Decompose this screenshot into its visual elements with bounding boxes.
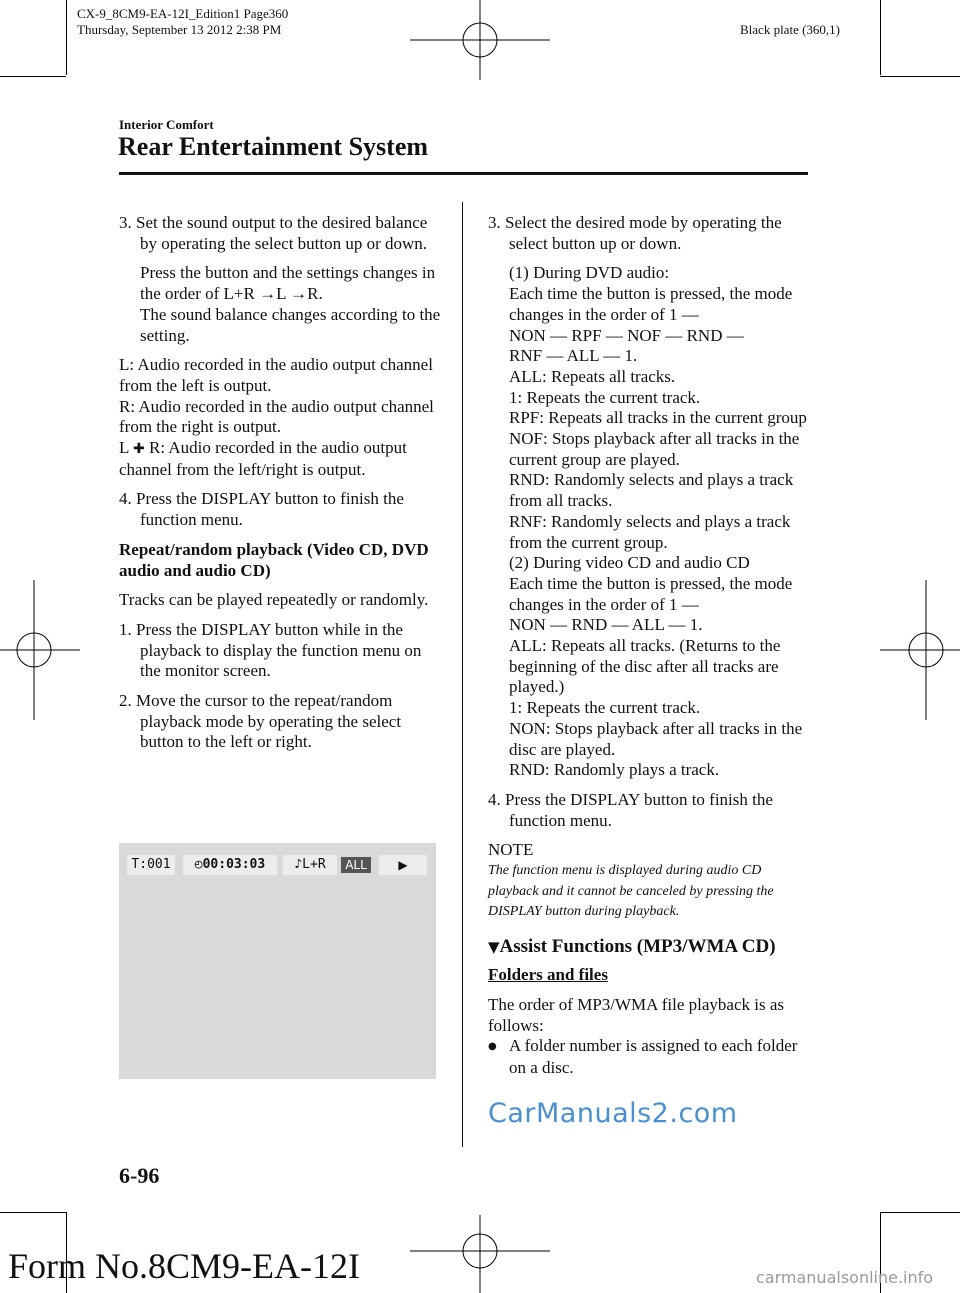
cd-line: RND: Randomly plays a track. — [509, 760, 720, 780]
step-3-left: 3. Set the sound output to the desired balance by operating the select button up or down. — [119, 213, 428, 253]
file-info — [77, 6, 288, 38]
lr-prefix: L — [119, 438, 129, 458]
dvd-line: (1) During DVD audio: — [509, 263, 670, 283]
registration-mark-bottom — [410, 1215, 550, 1293]
def-lr — [119, 438, 441, 480]
page-number: 6-96 — [119, 1163, 160, 1188]
watermark-logo: CarManuals2.com — [488, 1098, 738, 1129]
crop-mark — [880, 1212, 960, 1213]
registration-mark-left — [0, 580, 80, 720]
section-label: Interior Comfort — [119, 117, 214, 132]
step-2-left: 2. Move the cursor to the repeat/random playback mode by operating the select button to the left or right. — [119, 691, 402, 752]
play-icon: ▶ — [379, 855, 427, 875]
folders-heading: Folders and files — [488, 965, 608, 985]
triangle-icon: ▼ — [488, 937, 500, 956]
assist-title: Assist Functions (MP3/WMA CD) — [499, 935, 776, 957]
order-text: The order of MP3/WMA file playback is as follows: — [488, 995, 785, 1035]
file-line: CX-9_8CM9-EA-12I_Edition1 Page360 — [77, 6, 289, 21]
site-watermark: carmanualsonline.info — [756, 1268, 934, 1287]
crop-mark — [0, 1212, 66, 1213]
column-divider — [462, 202, 463, 1147]
dvd-audio-block — [488, 263, 810, 553]
crop-mark — [880, 0, 881, 75]
def-l: L: Audio recorded in the audio output channel from the left is output. — [119, 355, 433, 395]
dvd-line: Each time the button is pressed, the mode changes in the order of 1 ― — [509, 284, 793, 324]
intro-text: Tracks can be played repeatedly or randomly. — [119, 590, 429, 610]
step-1-left: 1. Press the DISPLAY button while in the playback to display the function menu on the monitor screen. — [119, 619, 422, 681]
audio-value: L+R — [302, 857, 326, 872]
registration-mark-right — [880, 580, 960, 720]
crop-mark — [880, 76, 960, 77]
registration-mark-top — [410, 0, 550, 80]
bullet-icon: ● — [488, 1041, 497, 1053]
step-3-detail-a: Press the button and the settings changes in the order of L+R →L →R. — [140, 263, 436, 304]
cd-line: Each time the button is pressed, the mode changes in the order of 1 ― — [509, 573, 793, 614]
def-r: R: Audio recorded in the audio output channel from the right is output. — [119, 396, 434, 437]
dvd-line: RPF: Repeats all tracks in the current group — [509, 408, 807, 428]
repeat-mode-indicator: ALL — [341, 857, 371, 873]
note-label: NOTE — [488, 840, 534, 860]
monitor-screen — [119, 843, 436, 1079]
crop-mark — [0, 76, 66, 77]
cd-line: NON: Stops playback after all tracks in the disc are played. — [509, 718, 803, 759]
time-indicator — [183, 855, 277, 875]
step-3-right: 3. Select the desired mode by operating the select button up or down. — [488, 213, 782, 253]
music-note-icon: ♪ — [294, 857, 303, 872]
date-line: Thursday, September 13 2012 2:38 PM — [77, 22, 282, 37]
left-column — [119, 213, 441, 762]
dvd-line: RND: Randomly selects and plays a track from all tracks. — [509, 470, 794, 511]
plus-icon: ✚ — [133, 441, 145, 458]
dvd-line: ALL: Repeats all tracks. — [509, 366, 676, 386]
dvd-line: RNF ― ALL ― 1. — [509, 346, 638, 366]
cd-line: 1: Repeats the current track. — [509, 698, 701, 718]
title-rule — [119, 172, 808, 175]
right-column — [488, 213, 810, 1079]
note-text: The function menu is displayed during audio CD playback and it cannot be canceled by pressing the DISPLAY button during playback. — [488, 863, 774, 920]
step-3-detail-b: The sound balance changes according to the setting. — [140, 304, 441, 345]
step-4-right: 4. Press the DISPLAY button to finish the function menu. — [488, 789, 773, 830]
track-indicator: T:001 — [127, 855, 175, 875]
cd-line: ALL: Repeats all tracks. (Returns to the beginning of the disc after all tracks are played.) — [509, 636, 781, 697]
cd-line: NON ― RND ― ALL ― 1. — [509, 615, 703, 635]
dvd-line: NOF: Stops playback after all tracks in the current group are played. — [509, 429, 800, 469]
dvd-line: NON ― RPF ― NOF ― RND ― — [509, 325, 744, 345]
cd-block — [488, 553, 810, 781]
subhead-repeat-random: Repeat/random playback (Video CD, DVD audio and audio CD) — [119, 539, 429, 580]
assist-heading — [488, 937, 810, 958]
plate-label: Black plate (360,1) — [740, 22, 840, 37]
time-value: 00:03:03 — [202, 857, 266, 872]
crop-mark — [66, 0, 67, 75]
clock-icon: ◴ — [194, 857, 203, 872]
audio-indicator — [283, 855, 337, 875]
bullet-text: A folder number is assigned to each folder on a disc. — [509, 1036, 798, 1078]
form-number: Form No.8CM9-EA-12I — [8, 1246, 360, 1286]
step-4-left: 4. Press the DISPLAY button to finish the function menu. — [119, 489, 404, 530]
dvd-line: 1: Repeats the current track. — [509, 387, 701, 407]
lr-text: R: Audio recorded in the audio output channel from the left/right is output. — [119, 438, 407, 479]
dvd-line: RNF: Randomly selects and plays a track from the current group. — [509, 511, 791, 552]
bullet-item — [488, 1036, 810, 1078]
page-title: Rear Entertainment System — [118, 132, 429, 161]
cd-line: (2) During video CD and audio CD — [509, 553, 750, 573]
